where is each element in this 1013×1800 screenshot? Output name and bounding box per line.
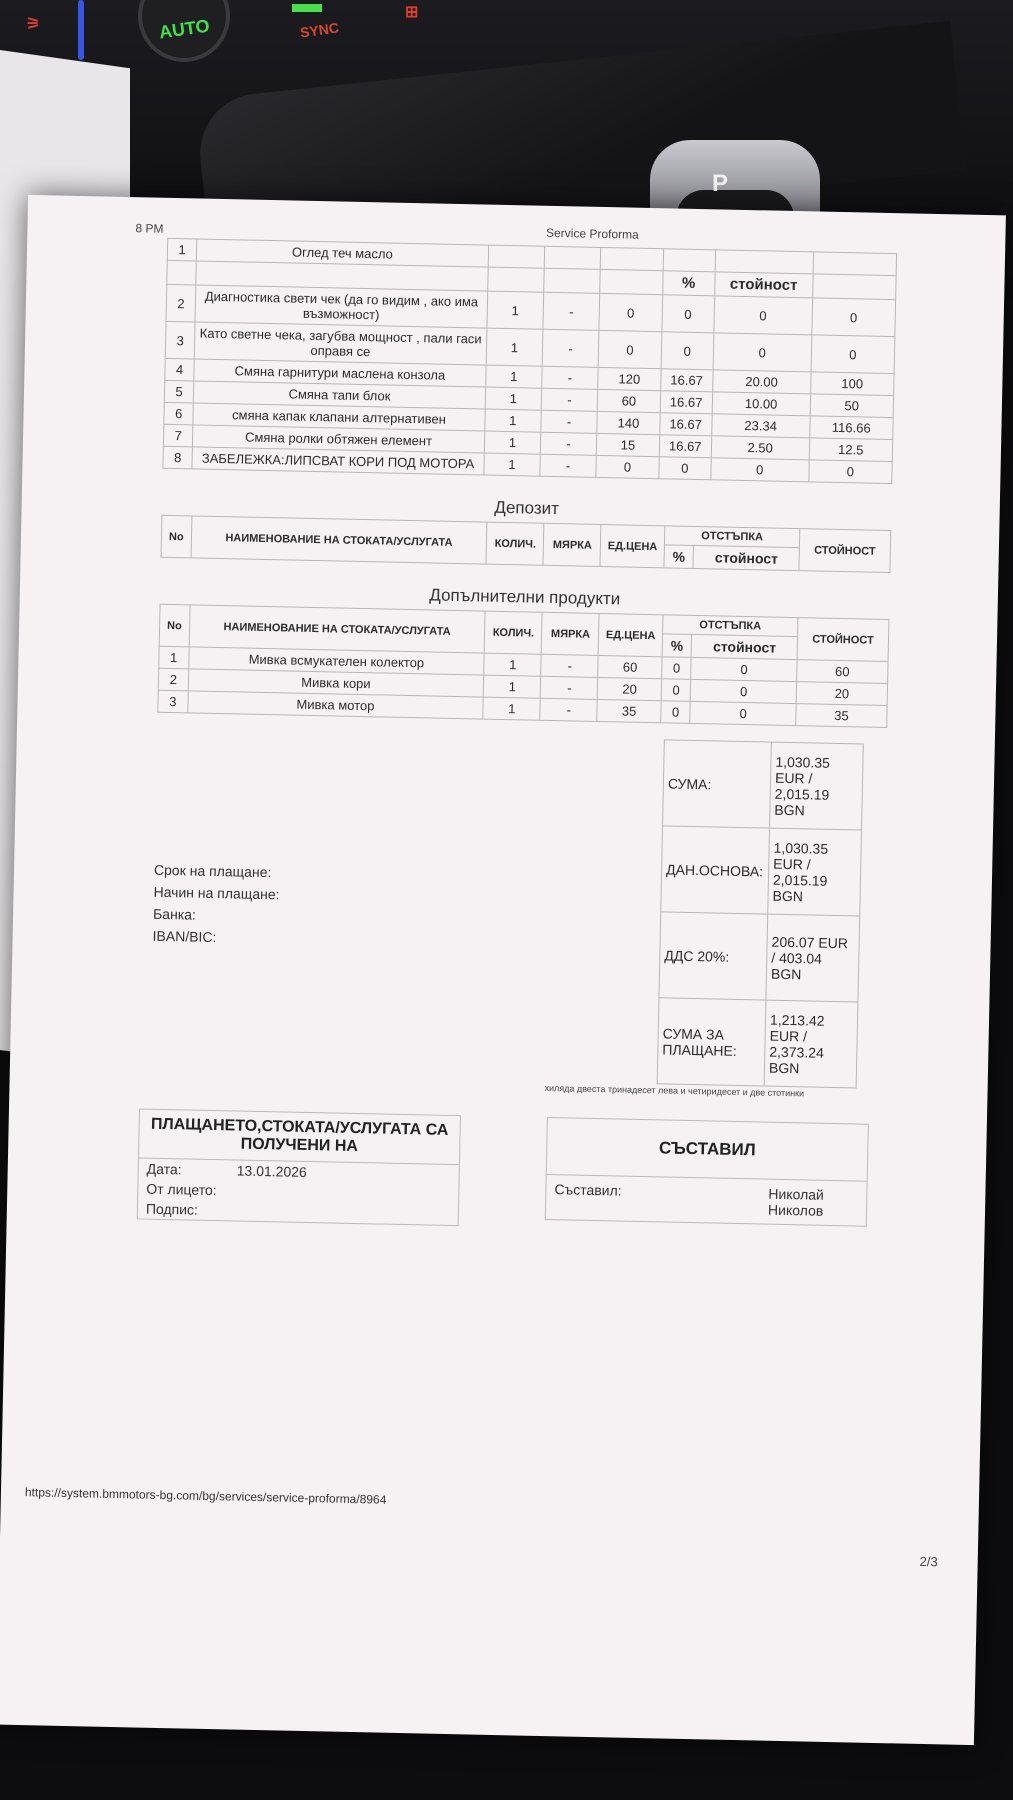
totals-row <box>659 912 860 1002</box>
cell-qty: 1 <box>486 328 543 366</box>
page-content <box>146 218 898 1274</box>
col-discount: ОТСТЪПКА <box>662 615 798 637</box>
cell-total: 0 <box>811 335 895 374</box>
col-total: СТОЙНОСТ <box>797 618 889 662</box>
cell-name: Мивка кори <box>188 669 484 697</box>
composed-title: СЪСТАВИЛ <box>547 1118 868 1182</box>
cell-unit: - <box>541 388 598 411</box>
date-label: Дата: <box>146 1160 182 1178</box>
totals-value: 1,030.35 EUR / 2,015.19 BGN <box>770 742 864 830</box>
cell-disc: 0 <box>690 701 796 725</box>
cell-total: 0 <box>808 460 892 484</box>
cell-name: Мивка всмукателен колектор <box>188 647 484 675</box>
cell-no: 2 <box>166 284 196 322</box>
header-cell <box>487 267 544 292</box>
col-qty: КОЛИЧ. <box>486 522 544 565</box>
totals-label: ДДС 20%: <box>659 912 768 1000</box>
received-title: ПЛАЩАНЕТО,СТОКАТА/УСЛУГАТА СА ПОЛУЧЕНИ НА <box>139 1109 460 1165</box>
totals-value: 1,030.35 EUR / 2,015.19 BGN <box>768 828 862 916</box>
cell-unit: - <box>541 654 598 677</box>
cell-qty: 1 <box>483 697 540 720</box>
ambient-light <box>78 0 84 60</box>
cell-pct: 0 <box>659 457 712 480</box>
cell-no: 3 <box>158 690 188 713</box>
cell-price <box>600 247 663 270</box>
cell-pct: 0 <box>662 295 715 333</box>
cell-price: 140 <box>597 411 660 434</box>
composed-value: Николай Николов <box>767 1185 824 1219</box>
footer-url: https://system.bmmotors-bg.com/bg/services/service-proforma/8964 <box>24 1485 387 1507</box>
cell-disc: 0 <box>714 296 813 335</box>
sign-label: Подпис: <box>145 1200 199 1218</box>
cell-price: 20 <box>598 677 662 700</box>
cell-unit: - <box>542 366 599 389</box>
cell-price: 0 <box>599 293 662 331</box>
cell-no: 2 <box>158 668 188 691</box>
cell-qty: 1 <box>487 291 544 329</box>
cell-no: 7 <box>163 424 193 447</box>
cell-unit: - <box>541 676 598 699</box>
cell-no: 1 <box>167 238 197 261</box>
cell-disc: 10.00 <box>712 392 810 416</box>
cell-total: 20 <box>796 682 887 706</box>
col-disc-value: стойност <box>692 634 798 659</box>
col-qty: КОЛИЧ. <box>485 611 543 654</box>
gear-p-label: P <box>712 170 729 197</box>
col-disc-value: стойност <box>714 272 812 298</box>
cell-disc <box>715 250 813 274</box>
cell-price: 15 <box>597 433 660 456</box>
totals-table <box>657 739 864 1088</box>
cell-no: 4 <box>165 358 195 381</box>
cell-unit <box>544 246 601 269</box>
cell-unit: - <box>540 698 597 721</box>
sync-label: SYNC <box>299 19 340 41</box>
cell-name: Смяна гарнитури маслена конзола <box>194 359 486 387</box>
col-disc-value: стойност <box>693 545 799 570</box>
cell-disc: 0 <box>691 657 797 681</box>
totals-row <box>663 740 864 830</box>
col-price: ЕД.ЦЕНА <box>600 525 664 568</box>
auto-label: AUTO <box>157 15 211 42</box>
amount-in-words: хиляда двеста тринадесет лева и четиридесет и две стотинки <box>544 1082 805 1099</box>
col-name: НАИМЕНОВАНИЕ НА СТОКАТА/УСЛУГАТА <box>191 516 488 564</box>
cell-disc: 23.34 <box>711 414 809 438</box>
cell-name: смяна капак клапани алтернативен <box>193 403 485 431</box>
cell-price: 60 <box>597 389 660 412</box>
cell-price: 120 <box>598 367 661 390</box>
cell-total <box>813 252 897 276</box>
composed-row <box>546 1175 867 1226</box>
totals-label: СУМА: <box>663 740 772 828</box>
cell-pct: 16.67 <box>660 369 713 392</box>
proforma-page <box>0 195 1006 1745</box>
composed-label: Съставил: <box>554 1181 622 1199</box>
cell-qty: 1 <box>485 365 542 388</box>
col-no: No <box>161 515 191 558</box>
cell-price: 35 <box>597 699 661 722</box>
additional-table <box>157 604 889 728</box>
cell-pct: 0 <box>662 657 692 680</box>
cell-qty: 1 <box>485 387 542 410</box>
cell-price: 0 <box>596 455 659 478</box>
cell-name: Мивка мотор <box>187 691 483 719</box>
cell-total: 100 <box>810 372 894 396</box>
cell-disc: 0 <box>713 333 812 372</box>
payment-method: Начин на плащане: <box>153 883 280 903</box>
col-name: НАИМЕНОВАНИЕ НА СТОКАТА/УСЛУГАТА <box>189 605 486 653</box>
cell-pct: 0 <box>661 679 691 702</box>
header-cell <box>544 268 601 293</box>
cell-pct: 16.67 <box>659 435 712 458</box>
payment-iban: IBAN/BIC: <box>152 927 217 946</box>
cell-qty <box>488 245 545 268</box>
print-time: 8 PM <box>135 221 164 236</box>
document-title: Service Proforma <box>545 225 639 242</box>
header-cell <box>600 269 663 294</box>
date-value: 13.01.2026 <box>236 1162 307 1180</box>
col-pct: % <box>664 545 694 569</box>
cell-pct: 0 <box>661 701 691 724</box>
cell-price: 0 <box>598 330 661 368</box>
deposit-title: Депозит <box>494 497 560 519</box>
totals-label: СУМА ЗА ПЛАЩАНЕ: <box>657 998 766 1086</box>
col-pct: % <box>662 271 715 296</box>
cell-qty: 1 <box>484 431 541 454</box>
cell-unit: - <box>542 329 599 367</box>
rear-defrost-icon: ⊞ <box>405 4 419 21</box>
cell-unit: - <box>543 292 600 330</box>
cell-name: Оглед теч масло <box>196 239 488 267</box>
col-total: СТОЙНОСТ <box>799 529 891 573</box>
col-no: No <box>159 604 189 647</box>
col-price: ЕД.ЦЕНА <box>599 613 663 656</box>
cell-disc: 2.50 <box>711 436 809 460</box>
composed-box <box>545 1117 869 1227</box>
cell-no: 5 <box>164 380 194 403</box>
col-pct: % <box>662 634 692 658</box>
header-cell <box>167 260 197 285</box>
cell-pct: 0 <box>661 332 714 370</box>
col-discount: ОТСТЪПКА <box>664 526 800 548</box>
cell-total: 35 <box>796 704 887 728</box>
totals-value: 206.07 EUR / 403.04 BGN <box>766 914 860 1002</box>
cell-disc: 0 <box>711 458 809 482</box>
cell-total: 60 <box>797 660 888 684</box>
cell-name: Като светне чека, загубва мощност , пали гаси оправя се <box>194 322 486 365</box>
cell-disc: 0 <box>691 679 797 703</box>
cell-total: 12.5 <box>809 438 893 462</box>
services-table <box>162 238 897 484</box>
cell-pct: 16.67 <box>659 413 712 436</box>
heated-seat-icon: ⚞ <box>26 16 41 33</box>
cell-total: 0 <box>812 298 896 337</box>
cell-name: ЗАБЕЛЕЖКА:ЛИПСВАТ КОРИ ПОД МОТОРА <box>192 447 484 475</box>
payment-term: Срок на плащане: <box>153 861 272 881</box>
cell-unit: - <box>540 454 597 477</box>
received-box <box>137 1108 461 1226</box>
col-unit: МЯРКА <box>543 523 601 566</box>
page-number: 2/3 <box>919 1553 938 1570</box>
cell-qty: 1 <box>484 453 541 476</box>
cell-name: Диагностика свети чек (да го видим , ако има възможност) <box>195 285 487 328</box>
totals-label: ДАН.ОСНОВА: <box>661 826 770 914</box>
totals-row <box>657 998 858 1088</box>
cell-name: Смяна тапи блок <box>193 381 485 409</box>
cell-pct <box>663 249 716 272</box>
from-label: От лицето: <box>146 1180 217 1199</box>
cell-qty: 1 <box>484 653 541 676</box>
cell-disc: 20.00 <box>712 370 810 394</box>
totals-row <box>661 826 862 916</box>
cell-no: 3 <box>165 321 195 359</box>
col-unit: МЯРКА <box>542 612 600 655</box>
payment-bank: Банка: <box>152 905 197 923</box>
cell-price: 60 <box>598 655 662 678</box>
cell-no: 1 <box>159 646 189 669</box>
sync-indicator <box>292 4 322 12</box>
signature-section <box>146 1109 879 1274</box>
cell-unit: - <box>540 432 597 455</box>
summary-section <box>149 729 887 1114</box>
cell-qty: 1 <box>484 675 541 698</box>
cell-qty: 1 <box>485 409 542 432</box>
cell-total: 50 <box>810 394 894 418</box>
cell-total: 116.66 <box>809 416 893 440</box>
cell-pct: 16.67 <box>660 391 713 414</box>
cell-name: Смяна ролки обтяжен елемент <box>193 425 485 453</box>
payment-info <box>152 859 280 950</box>
header-cell <box>812 274 896 300</box>
cell-no: 6 <box>164 402 194 425</box>
cell-no: 8 <box>163 446 193 469</box>
totals-value: 1,213.42 EUR / 2,373.24 BGN <box>764 1000 858 1088</box>
cell-unit: - <box>541 410 598 433</box>
additional-title: Допълнителни продукти <box>429 585 621 609</box>
